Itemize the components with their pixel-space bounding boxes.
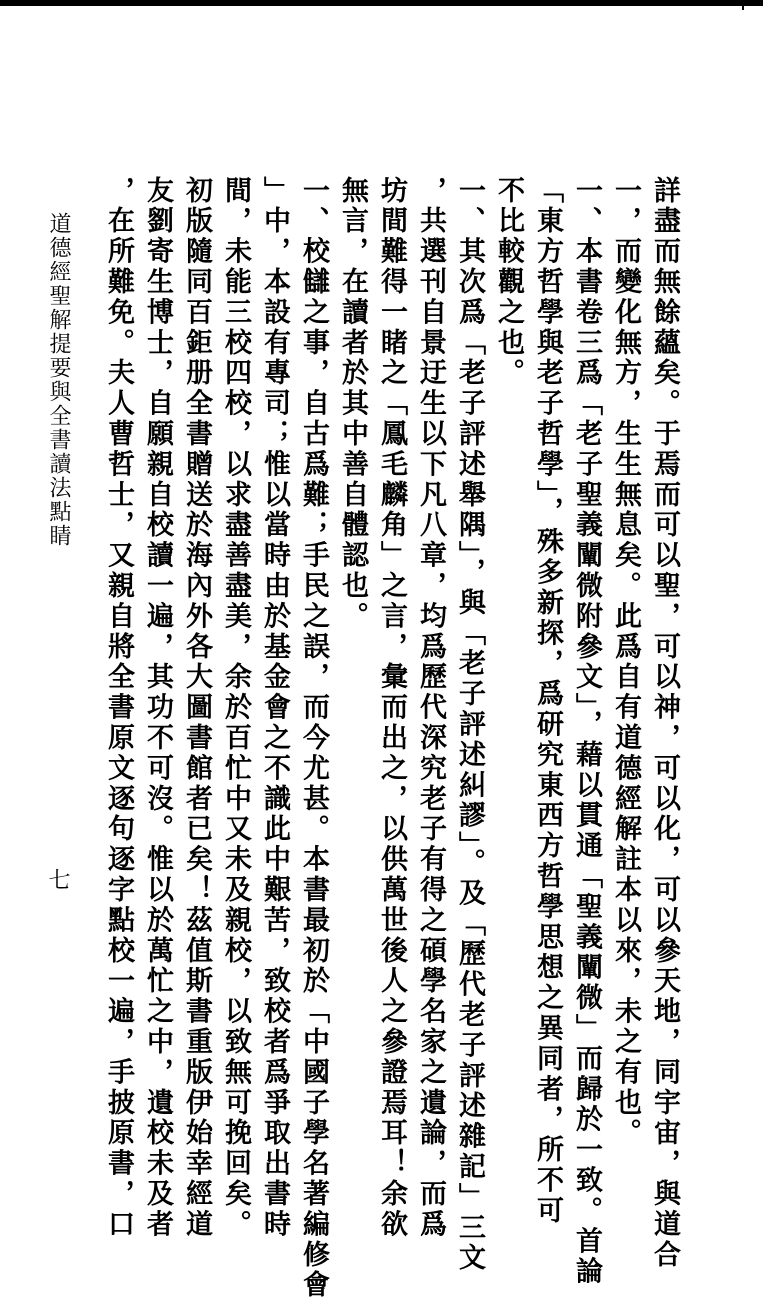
text-column-12: 間，未能三校四校，以求盡善盡美，余於百忙中又未及親校，以致無可挽回矣。 bbox=[220, 176, 251, 1240]
text-column-1: 詳盡而無餘蘊矣。于焉而可以聖，可以神，可以化，可以參天地，同宇宙，與道合 bbox=[649, 176, 680, 1271]
text-column-10: 一、校讎之事，自古爲難；手民之誤，而今尤甚。本書最初於「中國子學名著編修會 bbox=[298, 176, 329, 1301]
text-column-6: 一、其次爲「老子評述舉隅」，與「老子評述糾謬」。及「歷代老子評述雜記」三文 bbox=[454, 176, 485, 1274]
text-column-3: 一、本書卷三爲「老子聖義闡微附參文」，藉以貫通「聖義闡微」而歸於一致。首論 bbox=[571, 176, 602, 1288]
text-column-5: 不比較觀之也。 bbox=[493, 176, 524, 389]
text-column-11: 」中，本設有專司；惟以當時由於基金會之不識此中艱苦，致校者爲爭取出書時 bbox=[259, 176, 290, 1240]
text-column-7: ，共選刊自景迂生以下凡八章，均爲歷代深究老子有得之碩學名家之遺論，而爲 bbox=[415, 176, 446, 1240]
top-border-rule bbox=[0, 0, 763, 6]
text-column-15: ，在所難免。夫人曹哲士，又親自將全書原文逐句逐字點校一遍，手披原書，口 bbox=[103, 176, 134, 1240]
text-column-9: 無言，在讀者於其中善自體認也。 bbox=[337, 176, 368, 632]
text-column-13: 初版隨同百鉅册全書贈送於海內外各大圖書館者已矣！茲值斯書重版伊始幸經道 bbox=[181, 176, 212, 1240]
text-column-14: 友劉寄生博士，自願親自校讀一遍，其功不可沒。惟以於萬忙之中，遺校未及者 bbox=[142, 176, 173, 1240]
running-head: 道德經聖解提要與全書讀法點睛 bbox=[46, 212, 71, 548]
text-column-4: 「東方哲學與老子哲學」，殊多新探，爲研究東西方哲學思想之異同者，所不可 bbox=[532, 176, 563, 1227]
corner-mark bbox=[742, 6, 744, 10]
text-column-2: 一，而變化無方，生生無息矣。此爲自有道德經解註本以來，未之有也。 bbox=[610, 176, 641, 1149]
text-column-8: 坊間難得一睹之「鳳毛麟角」之言，彙而出之，以供萬世後人之參證焉耳！余欲 bbox=[376, 176, 407, 1240]
page-number: 七 bbox=[45, 868, 70, 890]
